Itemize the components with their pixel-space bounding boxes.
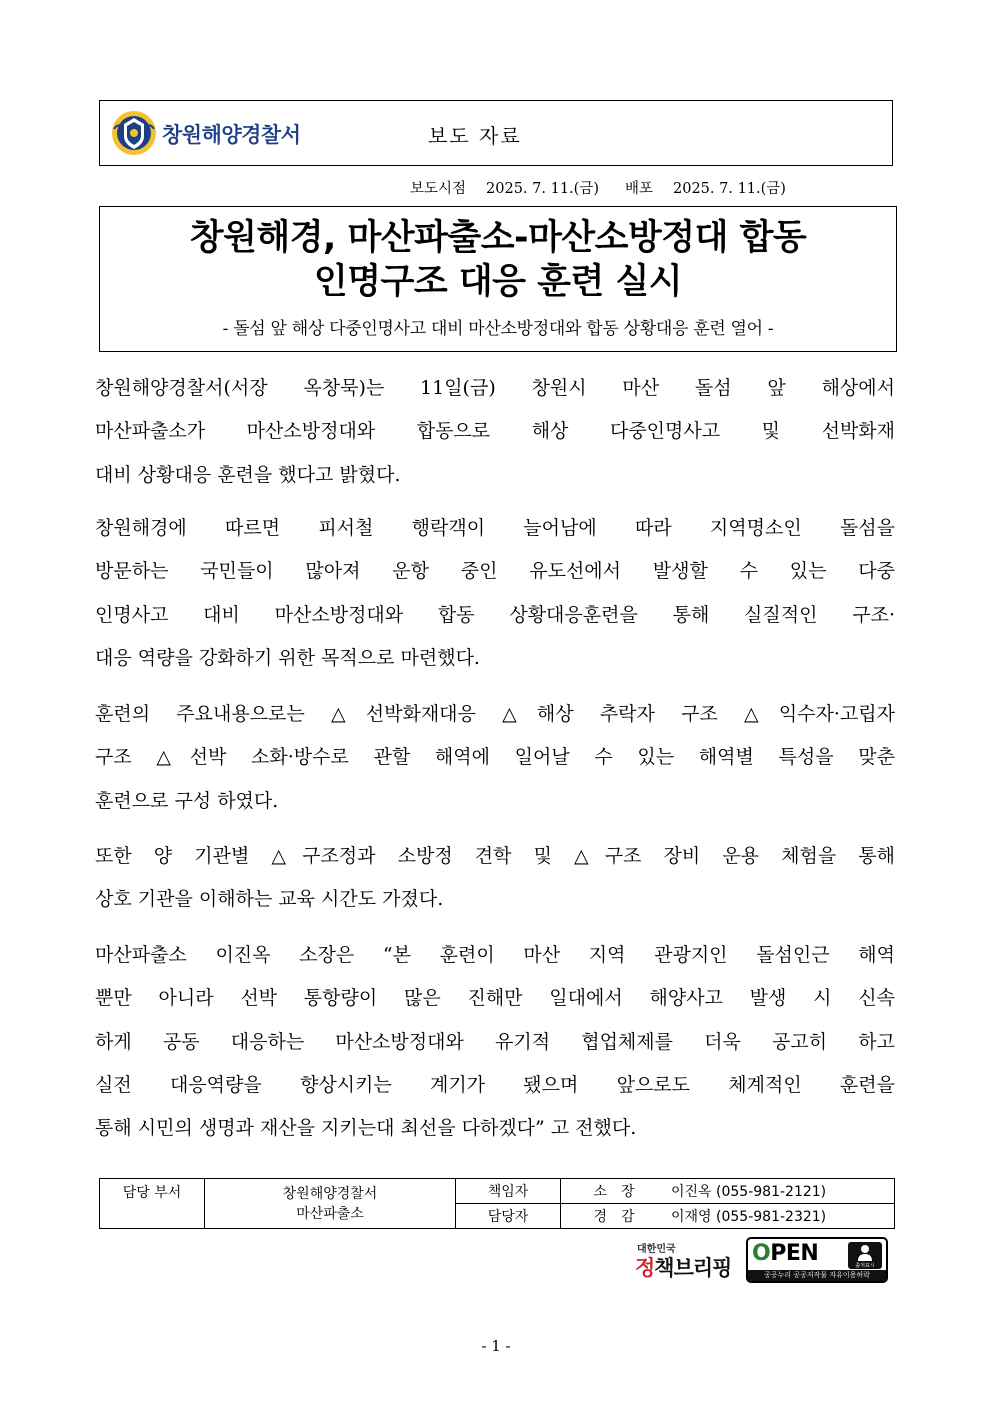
paragraph-line: 또한 양 기관별 △구조정과 소방정 견학 및 △구조 장비 운용 체험을 통해 — [95, 845, 895, 867]
paragraph-line: 상호 기관을 이해하는 교육 시간도 가졌다. — [95, 888, 444, 911]
paragraph-line: 마산파출소가 마산소방정대와 합동으로 해상 다중인명사고 및 선박화재 — [95, 420, 895, 443]
paragraph-line: 하게 공동 대응하는 마산소방정대와 유기적 협업체제를 더욱 공고히 하고 — [95, 1030, 895, 1053]
license-label: 출처표시 — [855, 1263, 875, 1269]
paragraph-line: 뿐만 아니라 선박 통항량이 많은 진해만 일대에서 해양사고 발생 시 신속 — [95, 987, 895, 1010]
paragraph-line: 대응 역량을 강화하기 위한 목적으로 마련했다. — [95, 646, 480, 669]
distribution-date: 2025. 7. 11.(금) — [673, 181, 786, 197]
table-row — [100, 1179, 895, 1204]
subtitle: - 돌섬 앞 해상 다중인명사고 대비 마산소방정대와 합동 상황대응 훈련 열어 - — [222, 319, 774, 339]
paragraph-line: 구조 △선박 소화·방수로 관할 해역에 일어날 수 있는 해역별 특성을 맞춘 — [95, 746, 895, 769]
paragraph-line: 훈련으로 구성 하였다. — [95, 789, 279, 812]
person-cell: 이재영 (055-981-2321) — [667, 1204, 895, 1229]
brief-small-text: 대한민국 — [637, 1244, 676, 1255]
role-cell: 책임자 — [456, 1179, 561, 1204]
header-box — [99, 100, 893, 166]
contact-table — [99, 1178, 895, 1229]
paragraph-4 — [95, 835, 895, 922]
brief-rest: 책브리핑 — [654, 1256, 732, 1280]
korea-policy-briefing-logo — [635, 1240, 735, 1284]
coast-guard-emblem-icon — [110, 109, 158, 157]
person-cell: 이진옥 (055-981-2121) — [667, 1179, 895, 1204]
org-name: 창원해양경찰서 — [162, 123, 301, 147]
release-label: 보도시점 — [410, 181, 467, 197]
paragraph-1 — [95, 367, 895, 497]
paragraph-line: 훈련의 주요내용으로는 △선박화재대응 △해상 추락자 구조 △익수자·고립자 — [95, 703, 895, 725]
paragraph-line: 대비 상황대응 훈련을 했다고 밝혔다. — [95, 463, 401, 486]
dept-name — [205, 1179, 456, 1229]
title-line-1: 창원해경, 마산파출소-마산소방정대 합동 — [189, 218, 807, 258]
doc-type: 보도 자료 — [428, 124, 522, 148]
dept-label: 담당 부서 — [100, 1179, 205, 1229]
open-o: O — [752, 1241, 771, 1266]
paragraph-2 — [95, 507, 895, 680]
distribution-label: 배포 — [624, 181, 653, 197]
open-text — [752, 1241, 818, 1266]
open-footer-text: 공공누리 공공저작물 자유이용허락 — [748, 1270, 886, 1281]
kogl-open-badge — [746, 1237, 888, 1283]
role-cell: 담당자 — [456, 1204, 561, 1229]
dept-line-1: 창원해양경찰서 — [282, 1185, 378, 1202]
brief-red-char: 정 — [635, 1256, 655, 1280]
release-dates — [410, 177, 812, 198]
title-line-2: 인명구조 대응 훈련 실시 — [313, 262, 683, 302]
release-date: 2025. 7. 11.(금) — [486, 181, 599, 197]
page-number: - 1 - — [481, 1337, 511, 1355]
brief-big-text — [635, 1252, 731, 1282]
paragraph-5 — [95, 934, 895, 1150]
paragraph-line: 실전 대응역량을 향상시키는 계기가 됐으며 앞으로도 체계적인 훈련을 — [95, 1073, 895, 1096]
paragraph-line: 창원해양경찰서(서장 옥창묵)는 11일(금) 창원시 마산 돌섬 앞 해상에서 — [95, 377, 895, 399]
paragraph-3 — [95, 693, 895, 823]
attribution-person-icon — [848, 1242, 882, 1269]
open-rest: PEN — [770, 1241, 819, 1266]
title-box — [99, 206, 897, 352]
paragraph-line: 창원해경에 따르면 피서철 행락객이 늘어남에 따라 지역명소인 돌섬을 — [95, 517, 895, 539]
paragraph-line: 마산파출소 이진옥 소장은 “본 훈련이 마산 지역 관광지인 돌섬인근 해역 — [95, 944, 895, 966]
title-cell: 소 장 — [561, 1179, 668, 1204]
paragraph-line: 인명사고 대비 마산소방정대와 합동 상황대응훈련을 통해 실질적인 구조· — [95, 603, 895, 626]
title-cell: 경 감 — [561, 1204, 668, 1229]
dept-line-2: 마산파출소 — [296, 1205, 364, 1222]
paragraph-line: 통해 시민의 생명과 재산을 지키는대 최선을 다하겠다” 고 전했다. — [95, 1117, 637, 1140]
paragraph-line: 방문하는 국민들이 많아져 운항 중인 유도선에서 발생할 수 있는 다중 — [95, 560, 895, 583]
